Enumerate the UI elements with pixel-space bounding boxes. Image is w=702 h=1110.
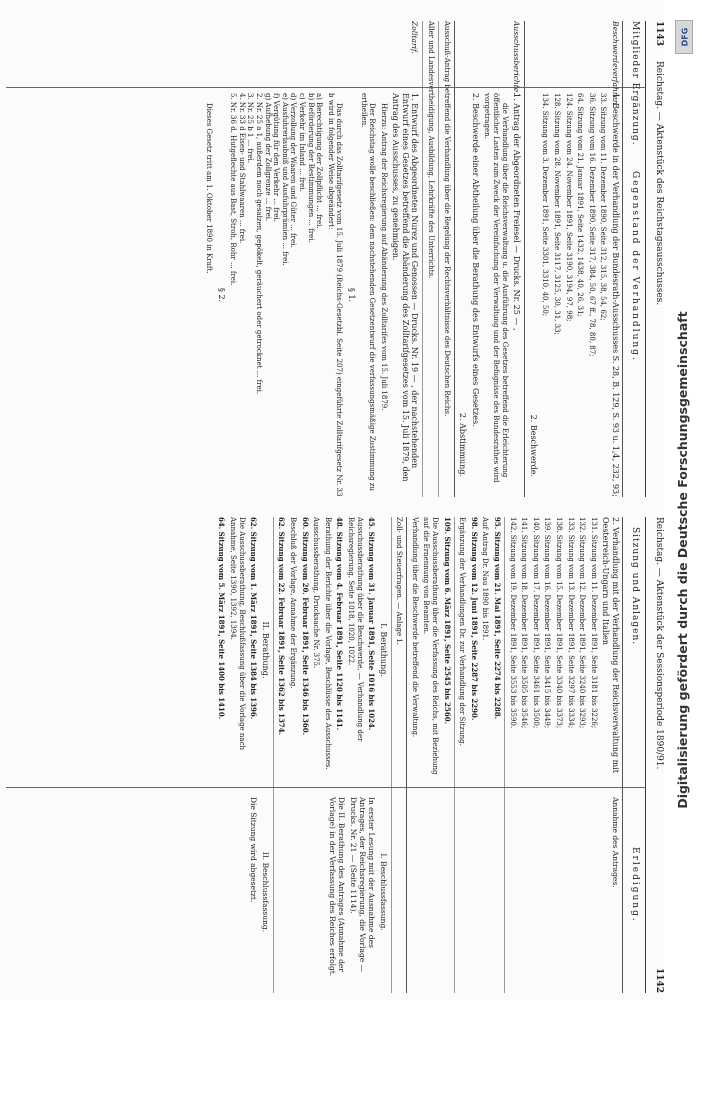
line: 60. Sitzung vom 20. Februar 1891, Seite 1346 bis 1360. bbox=[300, 517, 310, 736]
item-list bbox=[229, 93, 324, 497]
list-item: g) Aufhebung der Zollgrenze ... frei. bbox=[263, 93, 272, 222]
list-item: d) Verzollung der Waaren und Güter ... frei. bbox=[289, 93, 298, 248]
row-label: Beschwerdeverfahren. bbox=[611, 21, 620, 108]
line: 62. Sitzung vom 1. März 1891, Seite 1384 bis 1396. bbox=[249, 517, 259, 720]
left-col-head-1: Mitglieder Ergänzung. bbox=[630, 21, 640, 146]
paragraph: Der Reichstag wolle beschließen: dem nachstehenden Gesetzentwurf die verfassungsmäßige Zustimmung zu ertheilen. bbox=[359, 93, 377, 492]
list-item: 3. Nr. 25 b 1 ... frei. bbox=[246, 93, 255, 164]
line: Auf Antrag Dr. Nau 1890 bis 1891. bbox=[481, 517, 490, 641]
line: 33. Sitzung vom 11. Dezember 1890, Seite 312, 315, 38, 54, 62; bbox=[599, 93, 608, 321]
row-label: Ausschussberichte. bbox=[512, 21, 522, 95]
line: Verhandlung über die Beschwerde betreffend die Verwaltung. bbox=[410, 517, 419, 738]
dfg-funding-notice: Digitalisierung gefördert durch die Deutsche Forschungsgemeinschaft bbox=[675, 311, 690, 809]
left-col-head-2: Gegenstand der Verhandlung. bbox=[630, 171, 640, 362]
list-item: b) Beförderung der Bestimmungen ... frei. bbox=[306, 93, 315, 243]
line: Die Ausschussberathung, Beschlußfassung über die Vorlage nach Annahme, Seite 1390, 1392, 1394. bbox=[229, 517, 246, 751]
left-page bbox=[6, 21, 666, 497]
side-paragraph: In erster Lesung mit der Ausnahme des Antrages, der Reichsregierung, die Vorlage — Drucks. Nr. 21 — (Seite 1114). bbox=[348, 797, 376, 973]
row-body bbox=[508, 517, 620, 783]
sub-heading: Aller und Landesvertheidigung, Ausbildung, Lehrkräfte des Unterrichts. bbox=[427, 21, 436, 279]
row-side-note: Annahme des Antrages. bbox=[611, 797, 620, 888]
line: 139. Sitzung vom 16. Dezember 1891, Seite 3415 bis 3449; bbox=[543, 517, 552, 729]
line: 141. Sitzung vom 18. Dezember 1891, Seite 3505 bis 3546; bbox=[520, 517, 529, 729]
section-mark: § 1. bbox=[346, 287, 356, 303]
left-row-3 bbox=[204, 21, 419, 497]
side-paragraph: Die Sitzung wird abgesetzt. bbox=[248, 797, 258, 903]
row-body bbox=[204, 93, 419, 497]
paragraph: 1. Antrag der Abgeordneten Freiesel — Drucks. Nr. 25 — , bbox=[512, 93, 522, 331]
row-body bbox=[458, 517, 501, 783]
row-note: 2. Beschwerde. bbox=[528, 414, 538, 477]
paragraph: Hierzu: Antrag der Reichsregierung auf Abänderung des Zolltarifes vom 15. Juli 1879. bbox=[379, 103, 388, 411]
right-col-head-2: Erledigung. bbox=[630, 847, 640, 923]
right-row-5 bbox=[217, 517, 270, 993]
line: 62. Sitzung vom 22. Februar 1891, Seite 1362 bis 1374. bbox=[277, 517, 287, 736]
line: 95. Sitzung vom 21. Mai 1891, Seite 2274 bis 2288. bbox=[493, 517, 503, 720]
line: 124. Sitzung vom 24. November 1891, Seite 3190, 3194, 97, 98; bbox=[564, 93, 573, 322]
rule bbox=[423, 21, 424, 497]
right-row-2 bbox=[458, 517, 501, 993]
paragraph: Dieses Gesetz tritt am 1. Oktober 1890 in Kraft. bbox=[205, 103, 214, 274]
line: Ausschussberathung, Drucksache Nr. 375. bbox=[312, 517, 321, 669]
line: 138. Sitzung vom 15. Dezember 1891, Seite 3340 bis 3373; bbox=[555, 517, 564, 729]
line: 48. Sitzung vom 4. Februar 1891, Seite 1120 bis 1141. bbox=[335, 517, 345, 731]
line: 142. Sitzung vom 19. Dezember 1891, Seite 3553 bis 3590. bbox=[508, 517, 517, 729]
left-column-headings bbox=[622, 21, 645, 497]
paragraph: 2. Beschwerde einer Abtheilung über die Berathung des Entwurfs eines Gesetzes. bbox=[470, 93, 480, 427]
right-page-header bbox=[645, 517, 666, 993]
row-body bbox=[410, 517, 450, 783]
line: 98. Sitzung vom 12. Juni 1891, Seite 2287 bis 2290. bbox=[469, 517, 479, 721]
row-body bbox=[217, 517, 270, 783]
line: 109. Sitzung vom 6. März 1891, Seite 2545 bis 2560. bbox=[442, 517, 452, 725]
side-heading: II. Beschlussfassung. bbox=[260, 851, 270, 933]
row-side-note bbox=[246, 797, 270, 987]
line: 36. Sitzung vom 16. Dezember 1890, Seite 317, 384, 50, 67 ff., 78, 80, 87; bbox=[587, 93, 596, 357]
rule bbox=[504, 517, 505, 993]
right-row-1 bbox=[508, 517, 620, 993]
paragraph: 1. Beschwerde in der Verhandlung der Bundesrath-Ausschusses S. 28, B. 129, S. 93 u. 1,4, 232, 93; bbox=[611, 93, 620, 497]
right-page-number: 1142 bbox=[654, 967, 664, 993]
line: 64. Sitzung vom 5. März 1891, Seite 1400 bis 1410. bbox=[217, 517, 227, 720]
row-body bbox=[458, 93, 522, 497]
line: Ausschussberathung über die Beschwerde, — Verhandlung der Reichsregierung, Seite 1018, 1020, 1022. bbox=[346, 517, 364, 742]
line: Berathung der Berichte über die Vorlage, Beschlüsse des Ausschusses. bbox=[323, 517, 332, 770]
divider-note: Ausschuß-Antrag betreffend die Verhandlung über die Regelung der Rechtsverhältnisse des Deutschen Reichs. bbox=[442, 21, 451, 417]
rule bbox=[406, 517, 407, 993]
sub-heading: I. Berathung. bbox=[378, 623, 388, 677]
rule bbox=[273, 517, 274, 993]
line: Die Ausschussberathung über die Verfassung des Reichs, mit Beziehung auf die Ernennung von Beamten. bbox=[422, 517, 440, 775]
right-running-title: Reichstag. — Aktenstück der Sessionsperiode 1890/91. bbox=[654, 517, 664, 770]
line: 131. Sitzung vom 11. Dezember 1891, Seite 3181 bis 3226; bbox=[589, 517, 598, 729]
sub-heading: II. Berathung. bbox=[260, 621, 270, 679]
rule bbox=[454, 517, 455, 993]
list-item: c) Verkehr im Inland ... frei. bbox=[297, 93, 306, 192]
row-body bbox=[277, 517, 388, 783]
left-row-1 bbox=[528, 21, 620, 497]
right-row-3 bbox=[410, 517, 450, 993]
row-body bbox=[528, 93, 620, 497]
row-label: Zolltarif. bbox=[410, 21, 420, 54]
right-col-head-1: Sitzung und Anlagen. bbox=[630, 527, 640, 646]
line: 133. Sitzung vom 13. Dezember 1891, Seite 3297 bis 3334; bbox=[566, 517, 575, 729]
list-item: f) Vergütung für den Verkehr ... frei. bbox=[272, 93, 281, 222]
list-item: 4. Nr. 33 d Eisen- und Stahlwaaren ... frei. bbox=[237, 93, 246, 244]
side-paragraph: Die II. Berathung des Antrages (Annahme der Vorlage) in der Verfassung des Reiches erfolgt. bbox=[327, 797, 346, 977]
paragraph: die Verhandlung über die Reichsverwaltung u. die Ausführung des Gesetzes betreffend die Erleichterung öffentlicher Lasten zum Zweck der Vereinfachung der Verwaltung und der Befugnisse des Bundesrathes wird vorgetragen. bbox=[483, 93, 509, 483]
rule bbox=[391, 517, 392, 993]
line: 64. Sitzung vom 21. Januar 1891, Seite 1432, 1438, 40, 26, 31; bbox=[576, 93, 585, 317]
left-page-header bbox=[645, 21, 666, 497]
line: 128. Sitzung vom 28. November 1891, Seite 3117, 3125, 30, 31, 33; bbox=[553, 93, 562, 335]
paragraph: Das durch das Zolltarifgesetz vom 15. Juli 1879 (Reichs-Gesetzbl. Seite 207) eingeführte Zolltarifgesetz Nr. 33 b wird in folgender Weise abgeändert: bbox=[326, 93, 344, 497]
right-column-headings bbox=[622, 517, 645, 993]
list-item: 5. Nr. 36 d. Hutgeflechte aus Bast, Stroh, Rohr ... frei. bbox=[229, 93, 238, 286]
left-running-title: Reichstag. — Aktenstück des Reichstagsausschusses. bbox=[654, 61, 664, 306]
right-page bbox=[6, 517, 666, 993]
rule bbox=[454, 21, 455, 497]
list-item: a) Berechtigung der Zollpflicht ... frei. bbox=[315, 93, 324, 229]
mid-heading: Zoll- und Steuerfragen. — Anlage 1. bbox=[395, 517, 404, 646]
list-item: 2. Nr. 25 a 1, außerdem noch gesalzen, gepökelt, geräuchert oder getrocknet ... frei. bbox=[255, 93, 263, 395]
rule bbox=[438, 21, 439, 497]
line: 132. Sitzung vom 12. Dezember 1891, Seite 3240 bis 3293; bbox=[578, 517, 587, 729]
right-row-4 bbox=[277, 517, 388, 993]
rule bbox=[524, 21, 525, 497]
left-page-number: 1143 bbox=[654, 21, 664, 47]
dfg-logo-text: DFG bbox=[680, 27, 690, 47]
paragraph: 2. Verhandlung mit der Verhandlung der Reichsverwaltung mit Oesterreich-Ungarn und Italien bbox=[601, 517, 620, 774]
line: 140. Sitzung vom 17. Dezember 1891, Seite 3461 bis 3500; bbox=[531, 517, 540, 729]
row-note: 2. Abstimmung. bbox=[458, 412, 468, 477]
line: 45. Sitzung vom 31. Januar 1891, Seite 1016 bis 1024. bbox=[367, 517, 377, 731]
row-side-note bbox=[325, 797, 388, 987]
side-heading: I. Beschlussfassung. bbox=[378, 853, 388, 931]
rotated-page-spread bbox=[6, 21, 666, 993]
line: Beschluß der Vorlage, Annahme der Ergänzung. bbox=[288, 517, 297, 689]
list-item: e) Ausfuhrerlaubniß und Ausfuhrprämien ... frei. bbox=[280, 93, 289, 266]
paragraph: 1. Entwurf des Abgeordneten Nurez und Genossen — Drucks. Nr. 19 — , der nachstehenden Entwurf eines Gesetzes betreffend die Abänderung des Zolltarifgesetzes vom 15. Juli 1879, den Antrag des Ausschusses, zu genehmigen. bbox=[391, 93, 420, 482]
section-mark: § 2. bbox=[216, 287, 226, 303]
line: Ergänzung der Verhandlungen Dr. zur Verhandlung der Sitzung. bbox=[458, 517, 467, 746]
line: 134. Sitzung vom 3. Dezember 1891, Seite 3301, 3310, 40, 50; bbox=[541, 93, 550, 317]
left-row-2 bbox=[458, 21, 522, 497]
